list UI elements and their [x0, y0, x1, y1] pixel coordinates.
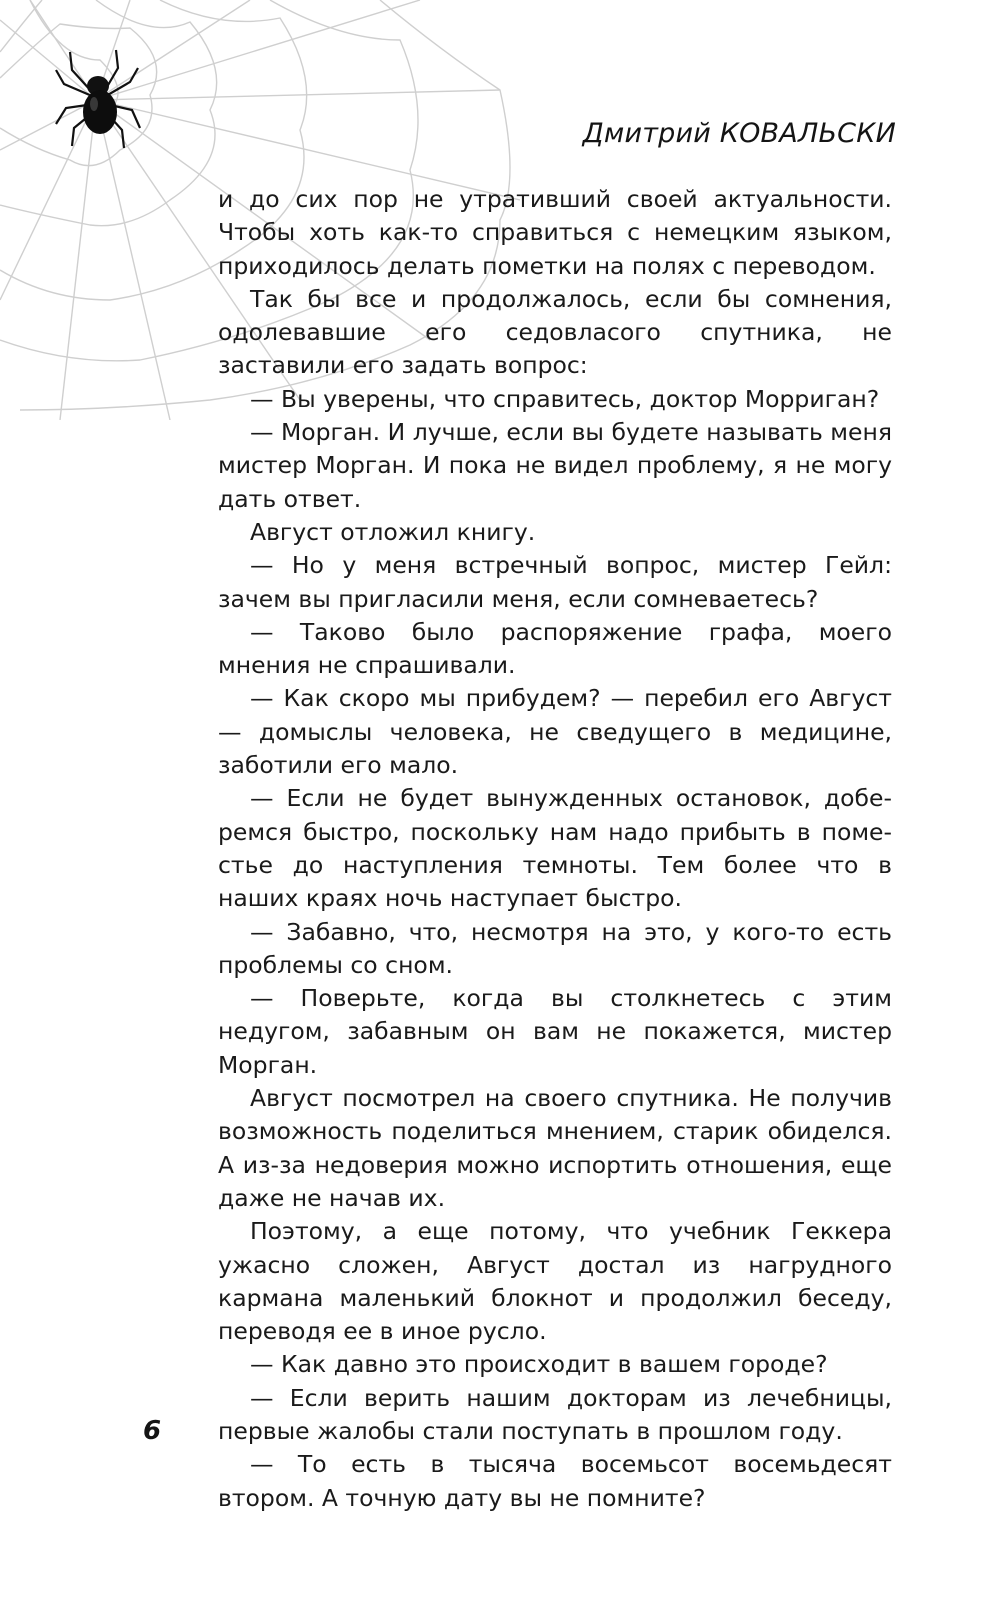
paragraph: — Если не будет вынужденных остановок, доберемся быстро, поскольку нам надо прибыть в поместье до наступления темноты. Тем более что в наших краях ночь наступает быстро.	[218, 784, 892, 913]
paragraph: — Морган. И лучше, если вы будете называть меня мистер Морган. И пока не видел проблему, я не могу дать ответ.	[218, 418, 892, 513]
paragraph: — Таково было распоряжение графа, моего мнения не спрашивали.	[218, 617, 892, 680]
paragraph: — Но у меня встречный вопрос, мистер Гейл: зачем вы пригласили меня, если сомневаетесь?	[218, 551, 892, 613]
paragraph: — Вы уверены, что справитесь, доктор Морриган?	[250, 384, 880, 413]
paragraph: Так бы все и продолжалось, если бы сомнения, одолевавшие его седовласого спутника, не заставили его задать вопрос:	[218, 284, 892, 380]
paragraph: Август отложил книгу.	[250, 517, 536, 546]
body-text	[218, 183, 892, 1515]
paragraph: — Как скоро мы прибудем? — перебил его Август — домыслы человека, не сведущего в медицине, заботили его мало.	[218, 684, 892, 780]
paragraph: и до сих пор не утративший своей актуальности. Чтобы хоть как-то справиться с немецким языком, приходилось делать пометки на полях с переводом.	[218, 185, 892, 280]
page-number: 6	[143, 1416, 162, 1446]
paragraph: — Если верить нашим докторам из лечебницы, первые жалобы стали поступать в прошлом году.	[218, 1383, 892, 1445]
paragraph: Август посмотрел на своего спутника. Не получив возможность поделиться мнением, старик обиделся. А из-за недоверия можно испортить отношения, еще даже не начав их.	[218, 1084, 892, 1212]
paragraph: — То есть в тысяча восемьсот восемьдесят втором. А точную дату вы не помните?	[218, 1450, 892, 1512]
paragraph: Поэтому, а еще потому, что учебник Геккера ужасно сложен, Август достал из нагрудного кармана маленький блокнот и продолжил беседу, переводя ее в иное русло.	[218, 1217, 892, 1346]
paragraph: — Как давно это происходит в вашем городе?	[250, 1350, 828, 1379]
paragraph: — Забавно, что, несмотря на это, у кого-то есть проблемы со сном.	[218, 917, 892, 979]
running-header-author: Дмитрий КОВАЛЬСКИ	[582, 118, 896, 149]
paragraph: — Поверьте, когда вы столкнетесь с этим недугом, забавным он вам не покажется, мистер Морган.	[218, 984, 892, 1079]
